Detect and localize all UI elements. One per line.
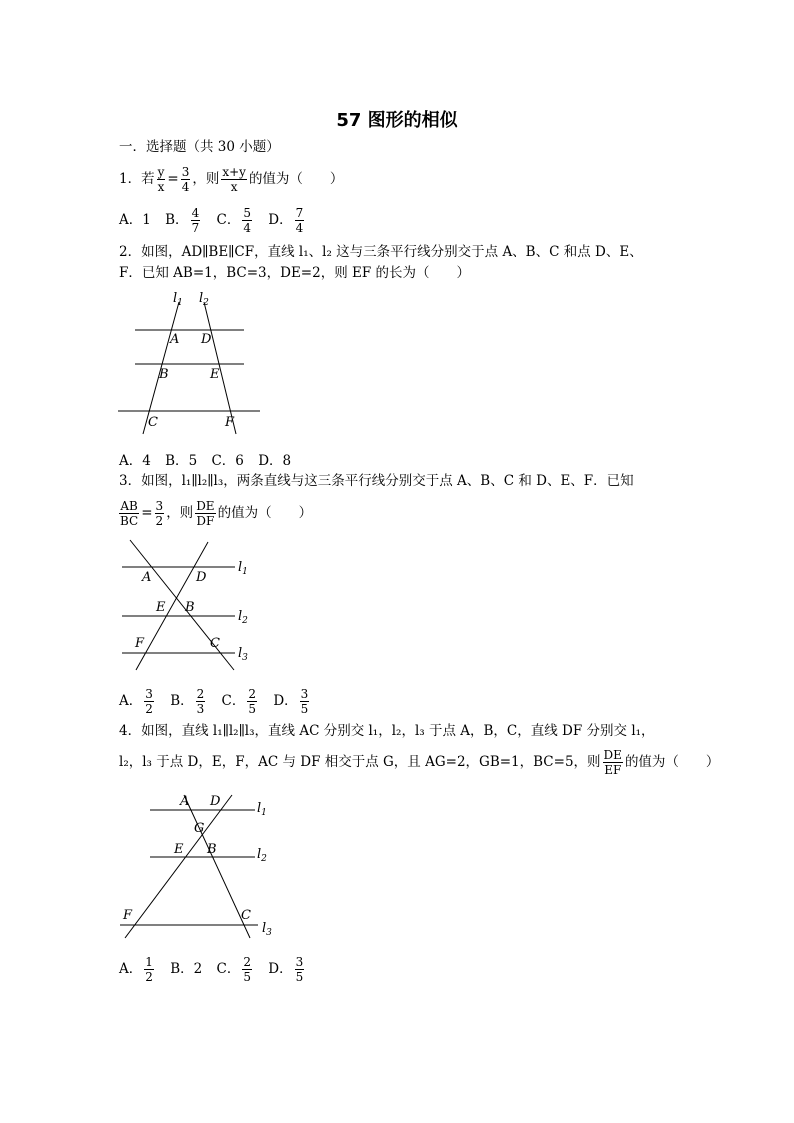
q2-label-c: C — [148, 415, 158, 430]
q1-options — [119, 206, 316, 235]
q3-label-b: B — [185, 600, 195, 615]
q4-text-line2: l₂，l₃ 于点 D，E，F，AC 与 DF 相交于点 G，且 AG=2，GB=1，BC=5，则 $\frac{DE}{EF}$ 的值为（ ） — [119, 748, 720, 777]
q4-figure — [110, 790, 290, 942]
q3-label-l3: $l_3$ — [238, 646, 248, 663]
q3-figure — [110, 536, 270, 678]
q3-label-l1: $l_1$ — [238, 560, 248, 577]
q2-label-a: A — [170, 332, 180, 347]
q3-options — [119, 687, 321, 716]
q2-label-e: E — [210, 367, 220, 382]
q4-options — [119, 955, 316, 984]
q1-fraction-3-over-4: $\frac{3}{4}$ — [181, 165, 190, 194]
q2-option-b[interactable]: B．5 — [165, 453, 198, 469]
q3-label-d: D — [196, 570, 207, 585]
q3-label-l2: $l_2$ — [238, 609, 248, 626]
q2-label-d: D — [201, 332, 212, 347]
page-title: 57 图形的相似 — [336, 110, 458, 131]
q2-options — [119, 452, 301, 470]
q4-label-b: B — [207, 842, 217, 857]
q4-label-a: A — [180, 794, 190, 809]
q3-text-line2: $\frac{AB}{BC}$ = $\frac{3}{2}$ ，则 $\frac{DE}{DF}$ 的值为（ ） — [120, 499, 313, 528]
q2-option-a[interactable]: A．4 — [119, 453, 151, 469]
q4-option-d[interactable]: D． $\frac{3}{5}$ — [268, 955, 304, 984]
q4-fraction-de-ef: $\frac{DE}{EF}$ — [603, 748, 622, 777]
q3-option-d[interactable]: D． $\frac{3}{5}$ — [273, 687, 309, 716]
q2-figure — [110, 288, 270, 438]
q1-then: ，则 — [192, 171, 220, 187]
q3-fraction-de-df: $\frac{DE}{DF}$ — [196, 499, 215, 528]
q2-text-line2: F．已知 AB=1，BC=3，DE=2，则 EF 的长为（ ） — [119, 265, 471, 281]
q4-option-a[interactable]: A． $\frac{1}{2}$ — [119, 955, 153, 984]
q1-equals: = — [167, 171, 179, 187]
q3-label-e: E — [156, 600, 166, 615]
q1-option-a[interactable]: A．1 — [119, 212, 151, 228]
q4-text-line1: 4．如图，直线 l₁∥l₂∥l₃，直线 AC 分别交 l₁，l₂，l₃ 于点 A，B，C，直线 DF 分别交 l₁， — [119, 723, 655, 739]
q2-label-f: F — [225, 415, 235, 430]
q3-text-line1: 3．如图，l₁∥l₂∥l₃，两条直线与这三条平行线分别交于点 A、B、C 和 D、E、F．已知 — [119, 473, 634, 489]
q1-number: 1．若 — [119, 171, 155, 187]
section-heading: 一．选择题（共 30 小题） — [119, 139, 280, 155]
q3-option-c[interactable]: C． $\frac{2}{5}$ — [221, 687, 257, 716]
q4-label-l1: $l_1$ — [257, 801, 267, 818]
q4-label-c: C — [241, 908, 251, 923]
q4-label-d: D — [210, 794, 221, 809]
q3-option-b[interactable]: B． $\frac{2}{3}$ — [170, 687, 205, 716]
q2-label-b: B — [159, 367, 169, 382]
q3-label-c: C — [210, 636, 220, 651]
q2-option-d[interactable]: D．8 — [258, 453, 292, 469]
q4-option-c[interactable]: C． $\frac{2}{5}$ — [216, 955, 251, 984]
q4-line-df — [125, 795, 232, 938]
q4-label-f: F — [123, 908, 133, 923]
q1-fraction-expression: $\frac{x+y}{x}$ — [222, 165, 246, 194]
q2-label-l2: $l_2$ — [199, 291, 209, 308]
q1-tail: 的值为（ ） — [248, 171, 344, 187]
q1-option-d[interactable]: D． $\frac{7}{4}$ — [268, 206, 304, 235]
q4-label-l3: $l_3$ — [262, 921, 272, 938]
q2-label-l1: $l_1$ — [173, 291, 183, 308]
q4-label-e: E — [174, 842, 184, 857]
q1-option-b[interactable]: B． $\frac{4}{7}$ — [165, 206, 200, 235]
q2-text-line1: 2．如图，AD∥BE∥CF，直线 l₁、l₂ 这与三条平行线分别交于点 A、B、C 和点 D、E、 — [119, 244, 643, 260]
question-1 — [119, 165, 343, 194]
q1-fraction-y-over-x: $\frac{y}{x}$ — [157, 165, 165, 194]
q3-label-f: F — [135, 636, 145, 651]
q4-label-g: G — [194, 821, 205, 836]
q3-fraction-ab-bc: $\frac{AB}{BC}$ — [120, 499, 139, 528]
q1-option-c[interactable]: C． $\frac{5}{4}$ — [216, 206, 251, 235]
q3-option-a[interactable]: A． $\frac{3}{2}$ — [119, 687, 153, 716]
q3-label-a: A — [142, 570, 152, 585]
q2-option-c[interactable]: C．6 — [211, 453, 244, 469]
q3-fraction-3-over-2: $\frac{3}{2}$ — [155, 499, 164, 528]
q4-option-b[interactable]: B．2 — [170, 961, 203, 977]
q4-label-l2: $l_2$ — [257, 847, 267, 864]
